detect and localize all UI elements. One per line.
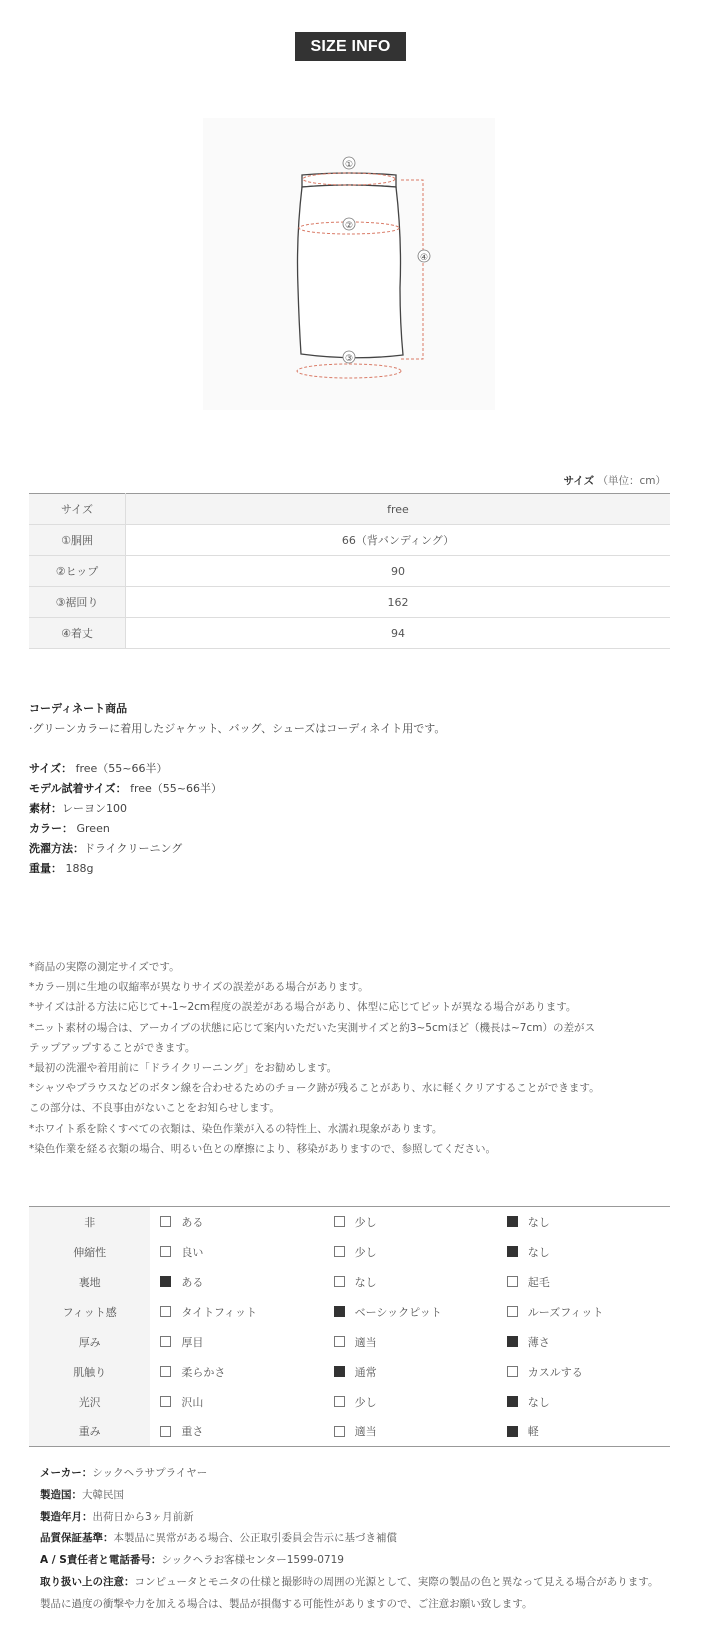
- checkbox-icon: [334, 1396, 345, 1407]
- property-option: [324, 1417, 497, 1447]
- maker-line: [40, 1485, 680, 1507]
- note-line: *最初の洗濯や着用前に「ドライクリーニング」をお勧めします。: [29, 1062, 338, 1075]
- option-label: ある: [181, 1275, 204, 1289]
- property-option: [150, 1387, 323, 1417]
- maker-value: コンピュータとモニタの仕様と撮影時の周囲の光源として、実際の製品の色と異なって見える場合があります。: [134, 1575, 659, 1588]
- spec-line: [29, 839, 669, 859]
- coordinate-text: ·グリーンカラーに着用したジャケット、バッグ、シューズはコーディネイト用です。: [29, 722, 446, 735]
- property-label: フィット感: [29, 1297, 150, 1327]
- property-option: [497, 1267, 670, 1297]
- property-option: [150, 1207, 323, 1237]
- unit-label: サイズ: [563, 475, 595, 487]
- table-row: [29, 587, 670, 618]
- spec-label: サイズ：: [29, 762, 73, 775]
- spec-line: [29, 799, 669, 819]
- maker-line: [40, 1528, 680, 1550]
- option-label: ルーズフィット: [527, 1305, 604, 1319]
- marker-1: ①: [344, 160, 354, 170]
- option-label: 通常: [354, 1365, 377, 1379]
- spec-value: free（55~66半）: [126, 782, 222, 795]
- option-label: 重さ: [181, 1425, 204, 1439]
- measure-label: ④着丈: [29, 618, 126, 649]
- maker-label: 製造国：: [40, 1488, 82, 1501]
- checkbox-checked-icon: [507, 1246, 518, 1257]
- option-label: 少し: [354, 1245, 377, 1259]
- spec-value: Green: [73, 822, 110, 835]
- checkbox-icon: [334, 1246, 345, 1257]
- spec-label: モデル試着サイズ：: [29, 782, 127, 795]
- marker-3: ③: [344, 354, 354, 364]
- property-option: [497, 1357, 670, 1387]
- property-label: 厚み: [29, 1327, 150, 1357]
- size-notes: [29, 957, 669, 1159]
- spec-label: 素材：: [29, 802, 62, 815]
- checkbox-checked-icon: [334, 1366, 345, 1377]
- spec-value: free（55~66半）: [72, 762, 168, 775]
- checkbox-checked-icon: [507, 1426, 518, 1437]
- size-info-badge: SIZE INFO: [295, 32, 406, 61]
- size-table-header: [29, 494, 670, 525]
- maker-label: 取り扱い上の注意：: [40, 1575, 135, 1588]
- checkbox-checked-icon: [507, 1216, 518, 1227]
- option-label: 軽: [527, 1425, 539, 1439]
- property-row: [29, 1357, 670, 1387]
- property-option: [324, 1297, 497, 1327]
- property-option: [324, 1327, 497, 1357]
- property-option: [497, 1297, 670, 1327]
- maker-label: 品質保証基準：: [40, 1532, 114, 1545]
- spec-label: 重量：: [29, 862, 62, 875]
- spec-value: 188g: [62, 862, 94, 875]
- property-option: [150, 1357, 323, 1387]
- option-label: タイトフィット: [181, 1305, 257, 1319]
- option-label: 適当: [354, 1335, 377, 1349]
- option-label: 少し: [354, 1215, 377, 1229]
- property-row: [29, 1327, 670, 1357]
- property-option: [497, 1327, 670, 1357]
- maker-label: A / S責任者と電話番号：: [40, 1554, 162, 1567]
- product-info: [29, 699, 669, 879]
- property-option: [324, 1207, 497, 1237]
- measure-value: 90: [126, 556, 671, 587]
- maker-info: [40, 1463, 680, 1616]
- option-label: 沢山: [181, 1395, 204, 1409]
- note-line: *染色作業を経る衣類の場合、明るい色との摩擦により、移染がありますので、参照してください。: [29, 1142, 497, 1155]
- checkbox-icon: [160, 1426, 171, 1437]
- option-label: ベーシックピット: [354, 1305, 442, 1319]
- checkbox-checked-icon: [507, 1396, 518, 1407]
- unit-value: （単位：cm）: [597, 475, 666, 487]
- spec-value: レーヨン100: [62, 802, 127, 815]
- note-line: *シャツやブラウスなどのボタン線を合わせるためのチョーク跡が残ることがあり、水に軽くクリアすることができます。: [29, 1082, 600, 1095]
- property-row: [29, 1387, 670, 1417]
- checkbox-icon: [507, 1276, 518, 1287]
- checkbox-icon: [160, 1336, 171, 1347]
- size-header-label: サイズ: [29, 494, 126, 525]
- coordinate-title: コーディネート商品: [29, 702, 128, 715]
- spec-line: [29, 859, 669, 879]
- note-line: *ホワイト系を除くすべての衣類は、染色作業が入るの特性上、水濡れ現象があります。: [29, 1122, 443, 1135]
- measure-label: ③裾回り: [29, 587, 126, 618]
- checkbox-icon: [334, 1336, 345, 1347]
- spec-label: カラー：: [29, 822, 73, 835]
- checkbox-checked-icon: [507, 1336, 518, 1347]
- checkbox-icon: [334, 1276, 345, 1287]
- note-line: *ニット素材の場合は、アーカイブの状態に応じて案内いただいた実測サイズと約3~5cmほど（機長は~7cm）の差がス: [29, 1021, 595, 1034]
- maker-line: [40, 1572, 680, 1594]
- marker-4: ④: [419, 253, 429, 263]
- checkbox-icon: [507, 1306, 518, 1317]
- maker-label: メーカー：: [40, 1467, 93, 1479]
- maker-label: 製造年月：: [40, 1510, 93, 1523]
- property-label: 伸縮性: [29, 1237, 150, 1267]
- table-row: [29, 618, 670, 649]
- property-label: 重み: [29, 1417, 150, 1447]
- note-line: *サイズは計る方法に応じて+‐1~2cm程度の誤差がある場合があり、体型に応じてピットが異なる場合があります。: [29, 1001, 577, 1014]
- measure-value: 162: [126, 587, 671, 618]
- option-label: なし: [527, 1245, 550, 1259]
- option-label: 良い: [181, 1245, 204, 1259]
- note-line: テップアップすることができます。: [29, 1041, 196, 1054]
- checkbox-icon: [160, 1396, 171, 1407]
- property-option: [497, 1387, 670, 1417]
- spec-line: [29, 759, 669, 779]
- size-table: [29, 493, 670, 649]
- option-label: 薄さ: [527, 1335, 550, 1349]
- option-label: 適当: [354, 1425, 377, 1439]
- option-label: なし: [527, 1395, 550, 1409]
- property-option: [497, 1237, 670, 1267]
- option-label: なし: [527, 1215, 550, 1229]
- table-row: [29, 556, 670, 587]
- property-row: [29, 1417, 670, 1447]
- maker-value: 本製品に異常がある場合、公正取引委員会告示に基づき補償: [113, 1532, 397, 1545]
- checkbox-icon: [160, 1366, 171, 1377]
- checkbox-checked-icon: [334, 1306, 345, 1317]
- size-header-value: free: [126, 494, 671, 525]
- property-row: [29, 1267, 670, 1297]
- unit-note: [563, 473, 666, 488]
- checkbox-checked-icon: [160, 1276, 171, 1287]
- option-label: 少し: [354, 1395, 377, 1409]
- property-option: [150, 1327, 323, 1357]
- measure-label: ①胴囲: [29, 525, 126, 556]
- option-label: なし: [354, 1275, 377, 1289]
- property-label: 肌触り: [29, 1357, 150, 1387]
- property-row: [29, 1297, 670, 1327]
- property-option: [150, 1417, 323, 1447]
- property-row: [29, 1207, 670, 1237]
- property-option: [324, 1267, 497, 1297]
- marker-2: ②: [344, 221, 354, 231]
- option-label: 厚目: [181, 1335, 204, 1349]
- spec-line: [29, 819, 669, 839]
- measure-label: ②ヒップ: [29, 556, 126, 587]
- maker-line: [40, 1550, 680, 1572]
- property-label: 光沢: [29, 1387, 150, 1417]
- table-row: [29, 525, 670, 556]
- property-row: [29, 1237, 670, 1267]
- property-option: [150, 1237, 323, 1267]
- checkbox-icon: [160, 1306, 171, 1317]
- option-label: 柔らかさ: [181, 1365, 226, 1379]
- option-label: カスルする: [527, 1365, 583, 1379]
- maker-line: [40, 1507, 680, 1529]
- option-label: ある: [181, 1215, 204, 1229]
- maker-line: [40, 1463, 680, 1485]
- measure-value: 94: [126, 618, 671, 649]
- spec-label: 洗濯方法：: [29, 842, 84, 855]
- spec-value: ドライクリーニング: [84, 842, 183, 855]
- fabric-properties-table: [29, 1206, 670, 1447]
- property-option: [324, 1237, 497, 1267]
- skirt-size-diagram: [203, 118, 495, 410]
- maker-value: シックヘラお客様センター1599-0719: [161, 1554, 344, 1567]
- checkbox-icon: [507, 1366, 518, 1377]
- property-option: [497, 1207, 670, 1237]
- measure-value: 66（背バンディング）: [126, 525, 671, 556]
- property-option: [324, 1387, 497, 1417]
- property-label: 裏地: [29, 1267, 150, 1297]
- checkbox-icon: [334, 1426, 345, 1437]
- option-label: 起毛: [527, 1275, 550, 1289]
- note-line: *商品の実際の測定サイズです。: [29, 961, 180, 973]
- property-option: [150, 1297, 323, 1327]
- maker-value: シックヘラサプライヤー: [92, 1467, 208, 1479]
- maker-value: 製品に過度の衝撃や力を加える場合は、製品が損傷する可能性がありますので、ご注意お願い致します。: [40, 1597, 533, 1610]
- checkbox-icon: [334, 1216, 345, 1227]
- checkbox-icon: [160, 1246, 171, 1257]
- note-line: この部分は、不良事由がないことをお知らせします。: [29, 1102, 280, 1115]
- property-option: [150, 1267, 323, 1297]
- spec-line: [29, 779, 669, 799]
- skirt-illustration: [203, 118, 495, 410]
- checkbox-icon: [160, 1216, 171, 1227]
- property-label: 非: [29, 1207, 150, 1237]
- maker-line: [40, 1594, 680, 1616]
- maker-value: 大韓民国: [82, 1488, 124, 1501]
- property-option: [497, 1417, 670, 1447]
- property-option: [324, 1357, 497, 1387]
- note-line: *カラー別に生地の収縮率が異なりサイズの誤差がある場合があります。: [29, 981, 369, 994]
- maker-value: 出荷日から3ヶ月前新: [92, 1510, 194, 1523]
